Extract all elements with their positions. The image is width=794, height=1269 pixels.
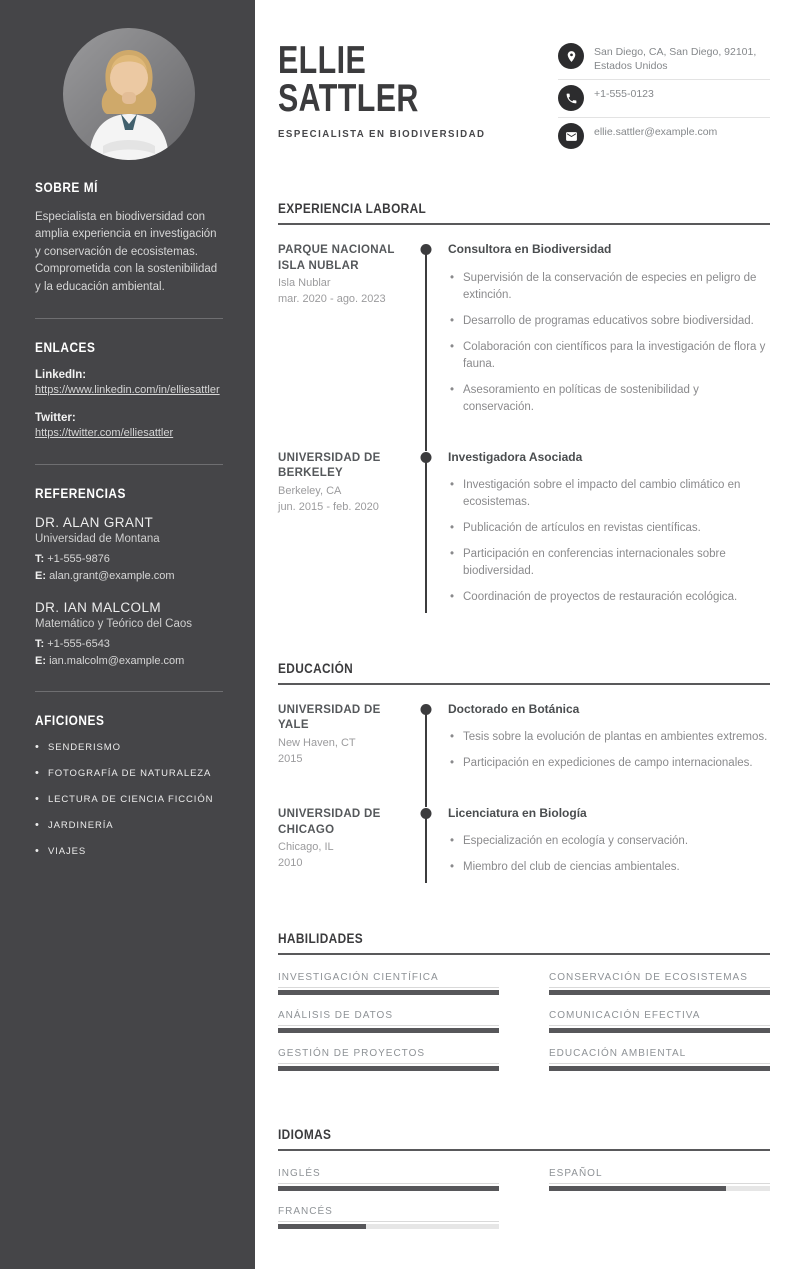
- skill-item: [549, 972, 770, 995]
- entry-role: Investigadora Asociada: [448, 449, 583, 464]
- entry-org: UNIVERSIDAD DE YALE: [278, 703, 381, 732]
- first-name: ELLIE: [278, 39, 367, 82]
- last-name: SATTLER: [278, 77, 419, 121]
- timeline-dot: [421, 244, 432, 255]
- contact-row-address: [558, 38, 770, 80]
- entry-location: Chicago, IL: [278, 841, 334, 854]
- entry-detail: [442, 451, 770, 615]
- experience-entries: [278, 243, 770, 615]
- entry-bullets: [448, 833, 770, 876]
- timeline-dot: [421, 704, 432, 715]
- references-heading: REFERENCIAS: [35, 486, 126, 502]
- entry-dates: jun. 2015 - feb. 2020: [278, 500, 379, 513]
- skills-section: [278, 931, 770, 1071]
- reference-item: [35, 515, 223, 584]
- phone-icon: [558, 85, 584, 111]
- email-icon: [558, 123, 584, 149]
- sidebar-divider: [35, 464, 223, 465]
- about-text: Especialista en biodiversidad con amplia experiencia en investigación y conservación de ecosistemas. Comprometida con la sostenibilidad y la educación ambiental.: [35, 211, 218, 293]
- reference-email: [35, 568, 223, 585]
- reference-phone: [35, 551, 223, 568]
- entry-org: UNIVERSIDAD DE BERKELEY: [278, 451, 381, 480]
- skill-item: [549, 1010, 770, 1033]
- linkedin-label: LinkedIn:: [35, 369, 87, 382]
- email-label: E:: [35, 654, 46, 667]
- linkedin-link[interactable]: https://www.linkedin.com/in/elliesattler: [35, 384, 220, 397]
- entry-location: New Haven, CT: [278, 736, 356, 749]
- link-item-linkedin: [35, 369, 223, 399]
- skill-item: [278, 1010, 499, 1033]
- bullet-item: • Especialización en ecología y conservación.: [448, 833, 770, 850]
- section-rule: [278, 223, 770, 225]
- bullet-item: • Supervisión de la conservación de especies en peligro de extinción.: [448, 270, 770, 304]
- skill-label: ANÁLISIS DE DATOS: [278, 1010, 393, 1022]
- entry-dates: 2010: [278, 857, 303, 870]
- section-rule: [278, 683, 770, 685]
- timeline: [419, 807, 433, 885]
- skill-label: EDUCACIÓN AMBIENTAL: [549, 1048, 687, 1060]
- skills-grid: [278, 972, 770, 1071]
- entry-meta: [278, 243, 410, 424]
- entry-dates: 2015: [278, 752, 303, 765]
- phone-label: T:: [35, 553, 45, 566]
- skill-bar: [549, 1025, 770, 1033]
- education-entry: [278, 807, 770, 885]
- hobby-item: • VIAJES: [35, 846, 223, 857]
- profile-photo: [63, 28, 195, 160]
- skill-bar: [549, 987, 770, 995]
- contact-row-phone: [558, 80, 770, 118]
- reference-name: DR. IAN MALCOLM: [35, 600, 162, 616]
- entry-meta: [278, 703, 410, 781]
- experience-heading: EXPERIENCIA LABORAL: [278, 201, 427, 217]
- education-entries: [278, 703, 770, 885]
- entry-bullets: [448, 270, 770, 416]
- name-block: [278, 36, 504, 140]
- entry-location: Isla Nublar: [278, 277, 331, 290]
- language-bar: [549, 1183, 770, 1191]
- hobby-item: • LECTURA DE CIENCIA FICCIÓN: [35, 794, 223, 805]
- skill-label: GESTIÓN DE PROYECTOS: [278, 1048, 426, 1060]
- resume-main: [255, 0, 794, 1269]
- bullet-item: • Asesoramiento en políticas de sostenibilidad y conservación.: [448, 382, 770, 416]
- email-text: ellie.sattler@example.com: [594, 126, 718, 139]
- entry-org: PARQUE NACIONAL ISLA NUBLAR: [278, 244, 395, 272]
- location-icon: [558, 43, 584, 69]
- skill-label: INVESTIGACIÓN CIENTÍFICA: [278, 972, 439, 984]
- email-value: ian.malcolm@example.com: [49, 654, 185, 667]
- reference-affiliation: Universidad de Montana: [35, 533, 160, 546]
- bullet-item: • Investigación sobre el impacto del cambio climático en ecosistemas.: [448, 477, 770, 511]
- language-item: [278, 1206, 499, 1229]
- entry-degree: Licenciatura en Biología: [448, 806, 587, 821]
- entry-degree: Doctorado en Botánica: [448, 701, 580, 716]
- sidebar: [0, 0, 255, 1269]
- skill-label: CONSERVACIÓN DE ECOSISTEMAS: [549, 972, 748, 984]
- skill-bar: [278, 987, 499, 995]
- skill-label: COMUNICACIÓN EFECTIVA: [549, 1010, 701, 1022]
- phone-text: +1-555-0123: [594, 88, 654, 101]
- timeline-dot: [421, 452, 432, 463]
- references-section: [35, 486, 223, 669]
- email-label: E:: [35, 569, 46, 582]
- language-label: FRANCÉS: [278, 1206, 333, 1218]
- email-value: alan.grant@example.com: [49, 569, 175, 582]
- twitter-label: Twitter:: [35, 412, 76, 425]
- contact-row-email: [558, 118, 770, 155]
- experience-entry: [278, 243, 770, 450]
- skill-item: [278, 972, 499, 995]
- language-bar: [278, 1221, 499, 1229]
- entry-location: Berkeley, CA: [278, 484, 342, 497]
- language-bar: [278, 1183, 499, 1191]
- entry-role: Consultora en Biodiversidad: [448, 242, 612, 257]
- languages-heading: IDIOMAS: [278, 1127, 332, 1143]
- bullet-item: • Participación en conferencias internacionales sobre biodiversidad.: [448, 546, 770, 580]
- sidebar-divider: [35, 691, 223, 692]
- bullet-item: • Miembro del club de ciencias ambientales.: [448, 859, 770, 876]
- about-section: [35, 180, 223, 296]
- reference-item: [35, 600, 223, 669]
- section-rule: [278, 953, 770, 955]
- bullet-item: • Desarrollo de programas educativos sobre biodiversidad.: [448, 313, 770, 330]
- timeline: [419, 243, 433, 424]
- skills-heading: HABILIDADES: [278, 931, 364, 947]
- experience-entry: [278, 451, 770, 615]
- skill-bar: [278, 1063, 499, 1071]
- entry-bullets: [448, 729, 770, 772]
- entry-bullets: [448, 477, 770, 606]
- bullet-item: • Colaboración con científicos para la investigación de flora y fauna.: [448, 339, 770, 373]
- language-label: INGLÉS: [278, 1168, 321, 1180]
- bullet-item: • Participación en expediciones de campo internacionales.: [448, 755, 770, 772]
- entry-detail: [442, 703, 770, 781]
- entry-dates: mar. 2020 - ago. 2023: [278, 293, 386, 306]
- entry-org: UNIVERSIDAD DE CHICAGO: [278, 808, 381, 836]
- sidebar-divider: [35, 318, 223, 319]
- hobbies-section: [35, 713, 223, 857]
- education-entry: [278, 703, 770, 807]
- contact-block: [558, 38, 770, 155]
- timeline: [419, 703, 433, 781]
- hobby-item: • SENDERISMO: [35, 742, 223, 753]
- timeline-dot: [421, 808, 432, 819]
- experience-section: [278, 201, 770, 615]
- skill-item: [278, 1048, 499, 1071]
- bullet-item: • Publicación de artículos en revistas científicas.: [448, 520, 770, 537]
- language-item: [278, 1168, 499, 1191]
- about-heading: SOBRE MÍ: [35, 180, 98, 195]
- phone-value: +1-555-6543: [47, 638, 110, 651]
- twitter-link[interactable]: https://twitter.com/elliesattler: [35, 427, 174, 440]
- entry-meta: [278, 807, 410, 885]
- bullet-item: • Tesis sobre la evolución de plantas en ambientes extremos.: [448, 729, 770, 746]
- reference-email: [35, 653, 223, 670]
- profile-photo-illustration: [63, 28, 195, 160]
- entry-detail: [442, 807, 770, 885]
- hobby-item: • FOTOGRAFÍA DE NATURALEZA: [35, 768, 223, 779]
- education-heading: EDUCACIÓN: [278, 660, 354, 676]
- section-rule: [278, 1149, 770, 1151]
- reference-affiliation: Matemático y Teórico del Caos: [35, 618, 193, 631]
- address-text: San Diego, CA, San Diego, 92101, Estados Unidos: [594, 46, 757, 73]
- reference-phone: [35, 636, 223, 653]
- language-item: [549, 1168, 770, 1191]
- skill-bar: [278, 1025, 499, 1033]
- entry-meta: [278, 451, 410, 615]
- languages-grid: [278, 1168, 770, 1229]
- links-heading: ENLACES: [35, 340, 96, 356]
- reference-name: DR. ALAN GRANT: [35, 515, 154, 531]
- phone-value: +1-555-9876: [47, 553, 110, 566]
- hobby-item: • JARDINERÍA: [35, 820, 223, 831]
- job-title: ESPECIALISTA EN BIODIVERSIDAD: [278, 128, 486, 141]
- timeline: [419, 451, 433, 615]
- phone-label: T:: [35, 638, 45, 651]
- skill-item: [549, 1048, 770, 1071]
- bullet-item: • Coordinación de proyectos de restauración ecológica.: [448, 589, 770, 606]
- hobby-list: [35, 742, 223, 857]
- skill-bar: [549, 1063, 770, 1071]
- language-label: ESPAÑOL: [549, 1168, 603, 1180]
- resume-header: [278, 36, 770, 155]
- languages-section: [278, 1127, 770, 1229]
- links-section: [35, 340, 223, 442]
- hobbies-heading: AFICIONES: [35, 713, 105, 729]
- link-item-twitter: [35, 412, 223, 442]
- entry-detail: [442, 243, 770, 424]
- education-section: [278, 661, 770, 885]
